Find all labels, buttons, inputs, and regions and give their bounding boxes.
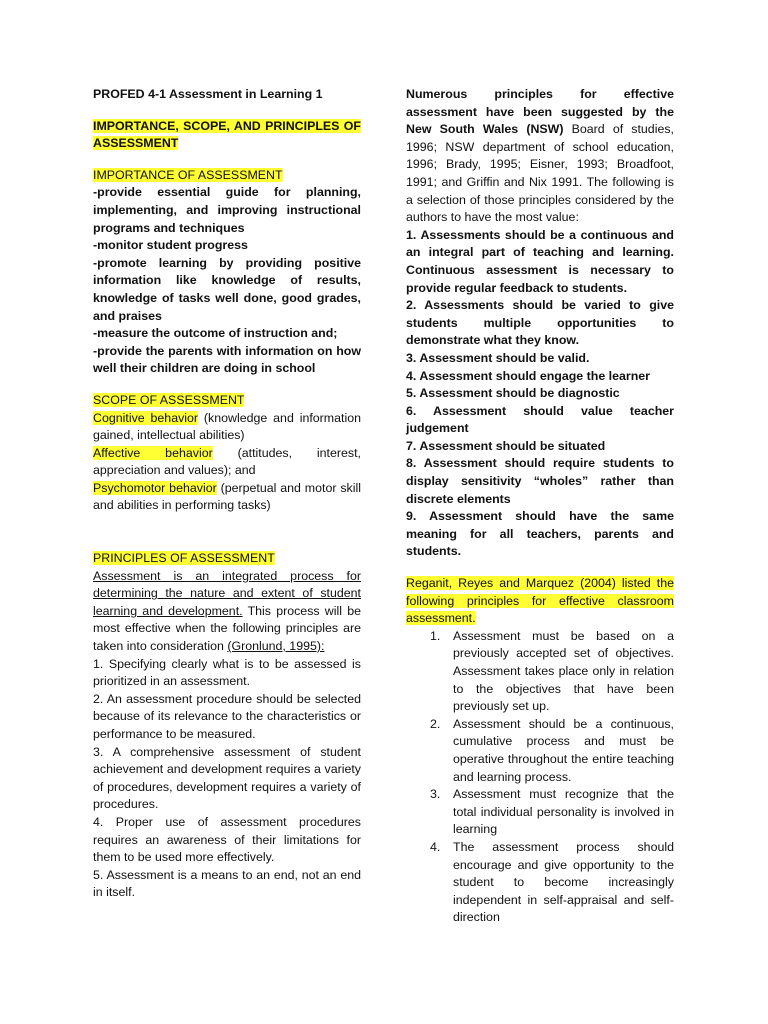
psychomotor-desc: (perpetual and motor skill and abilities in performing tasks): [93, 480, 362, 513]
left-column: [93, 86, 361, 902]
right-column: [406, 86, 674, 927]
list-number: 2.: [430, 716, 441, 731]
principles-intro-underlined: Assessment is an integrated process for determining the nature and extent of student learning and development.: [93, 568, 361, 618]
nsw-principle: 7. Assessment should be situated: [406, 438, 606, 453]
main-heading: [93, 118, 361, 153]
principle-item: 5. Assessment is a means to an end, not an end in itself.: [93, 867, 361, 900]
reganit-intro-text: Reganit, Reyes and Marquez (2004) listed the following principles for effective classroom assessment.: [406, 576, 674, 626]
nsw-principle: 8. Assessment should require students to display sensitivity “wholes” rather than discrete elements: [406, 456, 674, 506]
nsw-principle: 2. Assessments should be varied to give students multiple opportunities to demonstrate what they know.: [406, 298, 674, 348]
list-item: [406, 628, 674, 716]
list-text: Assessment should be a continuous, cumulative process and must be operative throughout the entire teaching and learning process.: [453, 716, 674, 784]
affective-term: Affective behavior: [93, 445, 213, 460]
nsw-principle: 4. Assessment should engage the learner: [406, 368, 650, 383]
importance-item: -promote learning by providing positive information like knowledge of results, knowledge of tasks well done, good grades, and praises: [93, 255, 361, 323]
list-item: [406, 839, 674, 927]
list-number: 4.: [430, 839, 441, 854]
psychomotor-term: Psychomotor behavior: [93, 480, 217, 495]
nsw-intro: [406, 86, 674, 227]
importance-item: -measure the outcome of instruction and;: [93, 326, 338, 341]
list-number: 1.: [430, 628, 441, 643]
nsw-principle: 9. Assessment should have the same meaning for all teachers, parents and students.: [406, 509, 674, 559]
list-text: The assessment process should encourage and give opportunity to the student to become increasingly independent in self-appraisal and self-direction: [453, 839, 674, 925]
affective-desc: (attitudes, interest, appreciation and values); and: [93, 445, 361, 478]
scope-cognitive: [93, 410, 361, 445]
reganit-list: [406, 628, 674, 927]
nsw-principle: 1. Assessments should be a continuous and an integral part of teaching and learning. Continuous assessment is necessary to provide regular feedback to students.: [406, 227, 674, 295]
nsw-principle: 6. Assessment should value teacher judgement: [406, 403, 674, 436]
importance-section: [93, 167, 361, 378]
principle-item: 4. Proper use of assessment procedures requires an awareness of their limitations for them to be used more effectively.: [93, 814, 361, 865]
principles-heading-text: PRINCIPLES OF ASSESSMENT: [93, 551, 275, 566]
principle-item: 1. Specifying clearly what is to be assessed is prioritized in an assessment.: [93, 656, 361, 689]
main-heading-text: IMPORTANCE, SCOPE, AND PRINCIPLES OF ASSESSMENT: [93, 118, 361, 151]
scope-psychomotor: [93, 480, 361, 515]
list-text: Assessment must recognize that the total individual personality is involved in learning: [453, 787, 674, 837]
principles-intro: [93, 568, 361, 656]
principles-citation: (Gronlund, 1995):: [227, 639, 325, 654]
list-number: 3.: [430, 787, 441, 802]
nsw-principle: 5. Assessment should be diagnostic: [406, 386, 620, 401]
scope-heading-text: SCOPE OF ASSESSMENT: [93, 392, 245, 407]
reganit-intro: [406, 575, 674, 628]
scope-affective: [93, 445, 361, 480]
list-item: [406, 786, 674, 839]
principle-item: 2. An assessment procedure should be selected because of its relevance to the characteristics or performance to be measured.: [93, 691, 361, 741]
principles-intro-rest: This process will be most effective when the following principles are taken into consideration: [93, 603, 362, 654]
nsw-principle: 3. Assessment should be valid.: [406, 350, 590, 365]
principles-heading: [93, 550, 361, 568]
importance-item: -provide the parents with information on how well their children are doing in school: [93, 343, 361, 376]
cognitive-term: Cognitive behavior: [93, 410, 199, 425]
importance-item: -provide essential guide for planning, implementing, and improving instructional programs and techniques: [93, 185, 361, 235]
scope-section: [93, 392, 361, 515]
principles-section: [93, 550, 361, 902]
scope-heading: [93, 392, 361, 410]
importance-heading: [93, 167, 361, 185]
course-title: PROFED 4-1 Assessment in Learning 1: [93, 87, 323, 101]
cognitive-desc: (knowledge and information gained, intellectual abilities): [93, 410, 361, 443]
importance-item: -monitor student progress: [93, 238, 248, 253]
importance-heading-text: IMPORTANCE OF ASSESSMENT: [93, 167, 283, 182]
list-text: Assessment must be based on a previously accepted set of objectives. Assessment takes place only in relation to the objectives that have been previously set up.: [453, 628, 674, 714]
list-item: [406, 716, 674, 786]
nsw-intro-rest: Board of studies, 1996; NSW department of school education, 1996; Brady, 1995; Eisner, 1993; Broadfoot, 1991; and Griffin and Nix 1991. The following is a selection of those principles considered by the authors to have the most value:: [406, 122, 674, 225]
nsw-intro-bold: Numerous principles for effective assessment have been suggested by the New South Wales (NSW): [406, 87, 674, 137]
principle-item: 3. A comprehensive assessment of student achievement and development requires a variety of procedures, development requires a variety of procedures.: [93, 744, 361, 812]
